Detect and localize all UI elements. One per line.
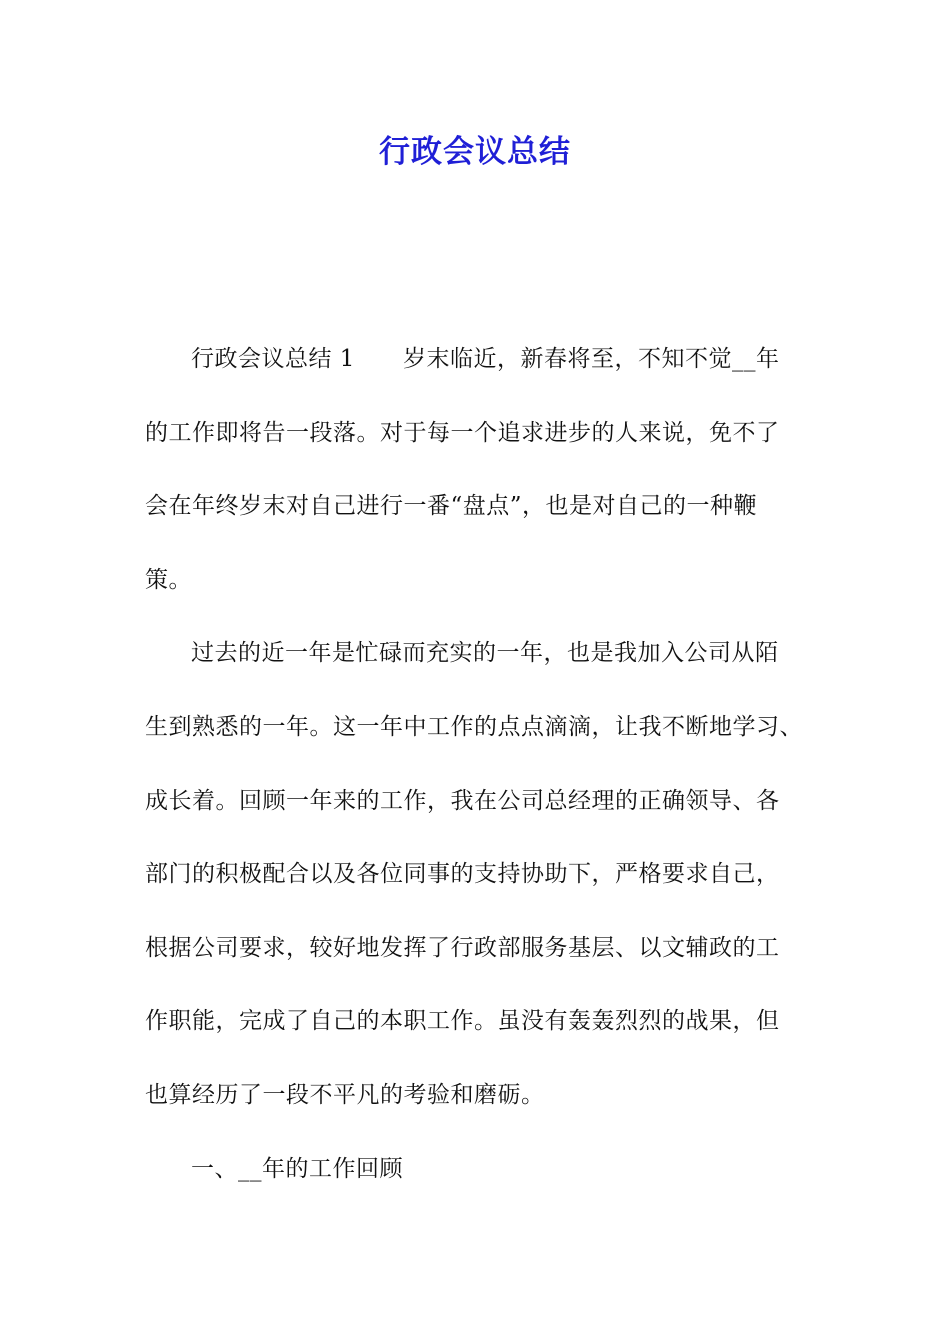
section-heading-inline: 行政会议总结 1 [191,346,355,372]
paragraph-line: 过去的近一年是忙碌而充实的一年，也是我加入公司从陌 [191,640,779,667]
paragraph-line: 策。 [145,566,192,593]
paragraph-line: 根据公司要求，较好地发挥了行政部服务基层、以文辅政的工 [145,934,780,961]
paragraph-line: 成长着。回顾一年来的工作，我在公司总经理的正确领导、各 [145,787,780,814]
paragraph-line: 的工作即将告一段落。对于每一个追求进步的人来说，免不了 [145,419,780,446]
paragraph-text: 岁末临近，新春将至，不知不觉__年 [402,346,780,372]
document-body [145,323,835,1206]
paragraph-line: 生到熟悉的一年。这一年中工作的点点滴滴，让我不断地学习、 [145,713,803,740]
paragraph-line: 也算经历了一段不平凡的考验和磨砺。 [145,1081,545,1108]
paragraph-line: 会在年终岁末对自己进行一番“盘点”，也是对自己的一种鞭 [145,493,758,520]
paragraph-line [145,323,835,397]
paragraph-line: 部门的积极配合以及各位同事的支持协助下，严格要求自己， [145,861,780,888]
section-heading: 一、__年的工作回顾 [191,1155,403,1182]
paragraph-line: 作职能，完成了自己的本职工作。虽没有轰轰烈烈的战果，但 [145,1008,780,1035]
document-title: 行政会议总结 [379,134,571,170]
